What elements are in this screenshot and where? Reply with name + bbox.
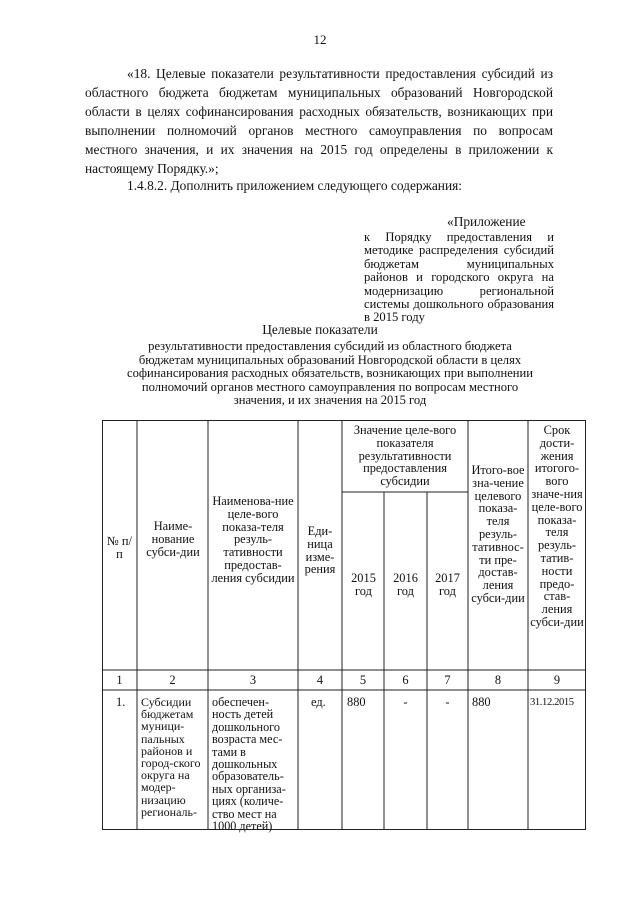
- column-number-2: 2: [169, 673, 176, 687]
- row-value-2017: -: [445, 695, 450, 709]
- header-year-2016: 2016 год: [393, 571, 418, 598]
- header-deadline: Срок дости-жения итогого-вого значе-ния целе-вого показа-теля резуль-татив-ности предо-став-ления субси-дии: [530, 423, 584, 629]
- column-number-3: 3: [249, 673, 257, 687]
- row-num: 1.: [116, 695, 126, 709]
- row-indicator-name: обеспечен-ность детей дошкольного возраста мес-тами в дошкольных образователь-ных организа-циях (количе-ство мест на 1000 детей): [212, 695, 286, 834]
- row-value-2015: 880: [347, 695, 366, 709]
- header-subsidy-name: Наиме-нование субси-дии: [146, 519, 200, 559]
- header-indicator-name: Наименова-ние целе-вого показа-теля резуль-тативности предостав-ления субсидии: [211, 494, 295, 585]
- header-unit: Еди-ница изме-рения: [304, 524, 336, 577]
- header-total-value: Итого-вое зна-чение целевого показа-теля резуль-тативнос-ти пре-достав-ления субси-дии: [471, 463, 525, 605]
- column-number-1: 1: [116, 673, 123, 687]
- column-number-7: 7: [444, 673, 451, 687]
- header-num: № п/п: [107, 534, 132, 561]
- row-value-2016: -: [403, 695, 408, 709]
- column-number-8: 8: [494, 673, 502, 687]
- row-unit: ед.: [311, 695, 326, 709]
- appendix-reference: к Порядку предоставления и методике распределения субсидий бюджетам муниципальных районов и городского округа на модернизацию региональной системы дошкольного образования в 2015 году: [364, 230, 554, 325]
- header-value-group: Значение целе-вого показателя результативности предоставления субсидии: [353, 423, 457, 489]
- paragraph-amendment: 1.4.8.2. Дополнить приложением следующего содержания:: [127, 178, 463, 193]
- header-year-2017: 2017 год: [435, 571, 460, 598]
- row-deadline: 31.12.2015: [530, 697, 574, 708]
- column-number-5: 5: [359, 673, 367, 687]
- page-number: 12: [313, 32, 327, 47]
- column-number-4: 4: [316, 673, 324, 687]
- row-subsidy-name: Субсидии бюджетам муници-пальных районов и город-ского округа на модер-низацию региональ-: [141, 695, 201, 819]
- table-heading: Целевые показатели: [262, 322, 378, 337]
- row-total-value: 880: [472, 695, 491, 709]
- header-year-2015: 2015 год: [351, 571, 376, 598]
- indicators-table: [102, 420, 586, 834]
- paragraph-18: «18. Целевые показатели результативности предоставления субсидий из областного бюджета бюджетам муниципальных образований Новгородской области в целях софинансирования расходных обязательств, возникающих при выполнении полномочий органов местного самоуправления по вопросам местного значения, и их значения на 2015 год определены в приложении к настоящему Порядку.»;: [85, 66, 553, 176]
- column-number-6: 6: [402, 673, 409, 687]
- appendix-title: «Приложение: [447, 214, 526, 229]
- column-number-9: 9: [553, 673, 561, 687]
- table-subheading: результативности предоставления субсидий из областного бюджета бюджетам муниципальных образований Новгородской области в целях софинансирования расходных обязательств, возникающих при выполнении полномочий органов местного самоуправления по вопросам местного значения, и их значения на 2015 год: [126, 339, 534, 408]
